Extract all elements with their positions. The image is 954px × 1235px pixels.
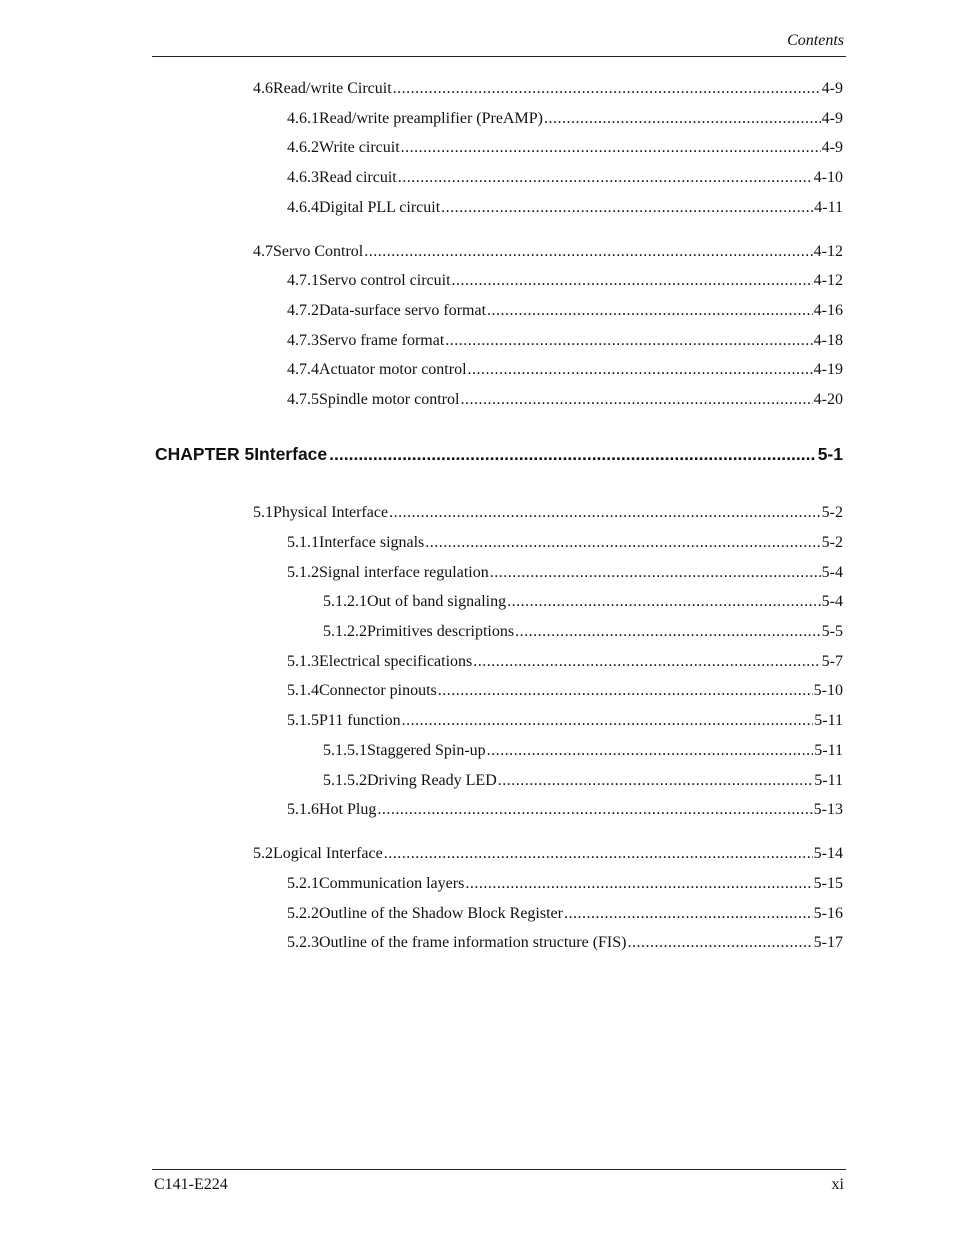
toc-entry-title: Servo control circuit: [319, 272, 451, 289]
toc-entry-title: Read/write preamplifier (PreAMP): [319, 110, 543, 127]
toc-entry-title: Outline of the frame information structure (FIS): [319, 934, 627, 951]
toc-entry-page: 4-9: [821, 110, 843, 127]
toc-entry-page: 4-12: [813, 243, 843, 260]
toc-entry[interactable]: [253, 243, 843, 263]
toc-entry-title: Electrical specifications: [319, 653, 473, 670]
dot-leader: [507, 593, 821, 611]
toc-entry-title: Servo Control: [273, 243, 364, 260]
toc-entry-title: Data-surface servo format: [319, 302, 487, 319]
dot-leader: [498, 772, 814, 790]
toc-entry-number: 5.1.2.2: [323, 623, 367, 640]
toc-entry-page: 5-15: [813, 875, 843, 892]
toc-entry[interactable]: [253, 504, 843, 524]
header-rule: [152, 56, 846, 57]
dot-leader: [438, 682, 813, 700]
toc-entry-page: 5-11: [814, 742, 843, 759]
header-section-label: Contents: [787, 32, 844, 49]
toc-entry[interactable]: [287, 139, 843, 159]
toc-entry[interactable]: [323, 623, 843, 643]
toc-entry[interactable]: [287, 199, 843, 219]
dot-leader: [401, 139, 821, 157]
toc-entry-number: 4.7: [253, 243, 273, 260]
toc-entry-page: 4-9: [821, 139, 843, 156]
toc-entry-page: 4-11: [814, 199, 843, 216]
toc-entry-number: 5.1.2.1: [323, 593, 367, 610]
dot-leader: [515, 623, 821, 641]
toc-entry-page: 5-13: [813, 801, 843, 818]
toc-entry-title: Out of band signaling: [367, 593, 507, 610]
dot-leader: [487, 742, 814, 760]
toc-entry-title: Communication layers: [319, 875, 465, 892]
toc-entry-title: Spindle motor control: [319, 391, 460, 408]
toc-entry-title: Connector pinouts: [319, 682, 437, 699]
toc-entry-title: Read circuit: [319, 169, 397, 186]
toc-entry-number: 5.1: [253, 504, 273, 521]
toc-entry-page: 5-17: [813, 934, 843, 951]
toc-entry-page: 4-19: [813, 361, 843, 378]
dot-leader: [402, 712, 814, 730]
toc-entry-page: 5-10: [813, 682, 843, 699]
toc-entry-number: 5.2.3: [287, 934, 319, 951]
toc-entry[interactable]: [253, 845, 843, 865]
dot-leader: [460, 391, 812, 409]
toc-entry-number: 4.7.2: [287, 302, 319, 319]
toc-entry-page: 5-2: [821, 504, 843, 521]
toc-entry[interactable]: [323, 593, 843, 613]
toc-entry-number: 5.1.4: [287, 682, 319, 699]
dot-leader: [544, 110, 821, 128]
toc-entry-title: Signal interface regulation: [319, 564, 489, 581]
toc-entry[interactable]: [287, 682, 843, 702]
toc-entry-number: 4.6.1: [287, 110, 319, 127]
toc-entry-page: 5-11: [814, 712, 843, 729]
toc-entry[interactable]: [287, 110, 843, 130]
toc-entry-number: 5.1.3: [287, 653, 319, 670]
toc-entry-page: 5-4: [821, 564, 843, 581]
toc-entry[interactable]: [287, 361, 843, 381]
toc-entry-number: 5.2: [253, 845, 273, 862]
toc-entry-page: 5-2: [821, 534, 843, 551]
toc-entry-number: 4.6.3: [287, 169, 319, 186]
toc-entry[interactable]: [287, 875, 843, 895]
toc-entry-title: Primitives descriptions: [367, 623, 515, 640]
toc-entry-title: Logical Interface: [273, 845, 383, 862]
toc-entry-number: 4.7.5: [287, 391, 319, 408]
dot-leader: [384, 845, 813, 863]
toc-entry-title: Digital PLL circuit: [319, 199, 441, 216]
toc-entry-number: 4.7.4: [287, 361, 319, 378]
dot-leader: [393, 80, 821, 98]
dot-leader: [627, 934, 812, 952]
toc-entry[interactable]: [253, 80, 843, 100]
toc-entry-page: 4-18: [813, 332, 843, 349]
chapter-page: 5-1: [817, 444, 843, 464]
toc-entry[interactable]: [287, 302, 843, 322]
chapter-label: CHAPTER 5: [155, 444, 255, 464]
dot-leader: [452, 272, 813, 290]
dot-leader: [377, 801, 812, 819]
toc-entry-title: Physical Interface: [273, 504, 389, 521]
toc-entry-page: 4-9: [821, 80, 843, 97]
toc-entry[interactable]: [287, 934, 843, 954]
toc-entry[interactable]: [287, 534, 843, 554]
toc-entry-number: 4.6.4: [287, 199, 319, 216]
dot-leader: [425, 534, 820, 552]
toc-entry-page: 5-7: [821, 653, 843, 670]
dot-leader: [329, 444, 816, 465]
chapter-title: Interface: [254, 444, 328, 464]
toc-entry-page: 4-12: [813, 272, 843, 289]
toc-entry-number: 4.6.2: [287, 139, 319, 156]
toc-entry-title: Hot Plug: [319, 801, 377, 818]
toc-entry-title: Outline of the Shadow Block Register: [319, 905, 563, 922]
toc-entry-page: 5-11: [814, 772, 843, 789]
toc-entry-page: 4-10: [813, 169, 843, 186]
toc-entry[interactable]: [323, 742, 843, 762]
dot-leader: [441, 199, 813, 217]
toc-entry-page: 5-14: [813, 845, 843, 862]
toc-entry-number: 5.1.6: [287, 801, 319, 818]
toc-entry-number: 5.1.5.2: [323, 772, 367, 789]
dot-leader: [364, 243, 812, 261]
toc-entry-title: Interface signals: [319, 534, 425, 551]
dot-leader: [445, 332, 812, 350]
toc-entry-page: 5-5: [821, 623, 843, 640]
toc-entry-number: 5.2.2: [287, 905, 319, 922]
toc-entry[interactable]: [287, 169, 843, 189]
dot-leader: [564, 905, 813, 923]
toc-entry-number: 4.7.3: [287, 332, 319, 349]
toc-entry-title: Write circuit: [319, 139, 400, 156]
toc-entry-title: Servo frame format: [319, 332, 445, 349]
chapter-heading[interactable]: [155, 444, 843, 465]
dot-leader: [465, 875, 812, 893]
toc-entry-number: 5.1.2: [287, 564, 319, 581]
toc-entry[interactable]: [287, 272, 843, 292]
toc-entry-title: P11 function: [319, 712, 401, 729]
toc-entry-number: 5.2.1: [287, 875, 319, 892]
dot-leader: [398, 169, 813, 187]
toc-entry[interactable]: [323, 772, 843, 792]
dot-leader: [487, 302, 813, 320]
toc-entry-page: 5-4: [821, 593, 843, 610]
toc-entry-number: 5.1.1: [287, 534, 319, 551]
toc-entry[interactable]: [287, 801, 843, 821]
footer-page-number: xi: [831, 1176, 844, 1193]
toc-entry-number: 5.1.5: [287, 712, 319, 729]
toc-entry-number: 4.7.1: [287, 272, 319, 289]
dot-leader: [490, 564, 821, 582]
dot-leader: [389, 504, 821, 522]
toc-entry-number: 4.6: [253, 80, 273, 97]
toc-entry-title: Actuator motor control: [319, 361, 467, 378]
toc-entry-page: 4-20: [813, 391, 843, 408]
dot-leader: [468, 361, 813, 379]
toc-entry-number: 5.1.5.1: [323, 742, 367, 759]
footer-doc-id: C141-E224: [154, 1176, 228, 1193]
toc-entry[interactable]: [287, 332, 843, 352]
toc-entry[interactable]: [287, 564, 843, 584]
toc-entry[interactable]: [287, 905, 843, 925]
toc-entry-title: Staggered Spin-up: [367, 742, 486, 759]
toc-entry-title: Read/write Circuit: [273, 80, 392, 97]
toc-entry[interactable]: [287, 391, 843, 411]
toc-entry-title: Driving Ready LED: [367, 772, 497, 789]
dot-leader: [473, 653, 820, 671]
footer-rule: [152, 1169, 846, 1170]
toc-entry-page: 5-16: [813, 905, 843, 922]
toc-entry[interactable]: [287, 712, 843, 732]
toc-entry-page: 4-16: [813, 302, 843, 319]
toc-entry[interactable]: [287, 653, 843, 673]
